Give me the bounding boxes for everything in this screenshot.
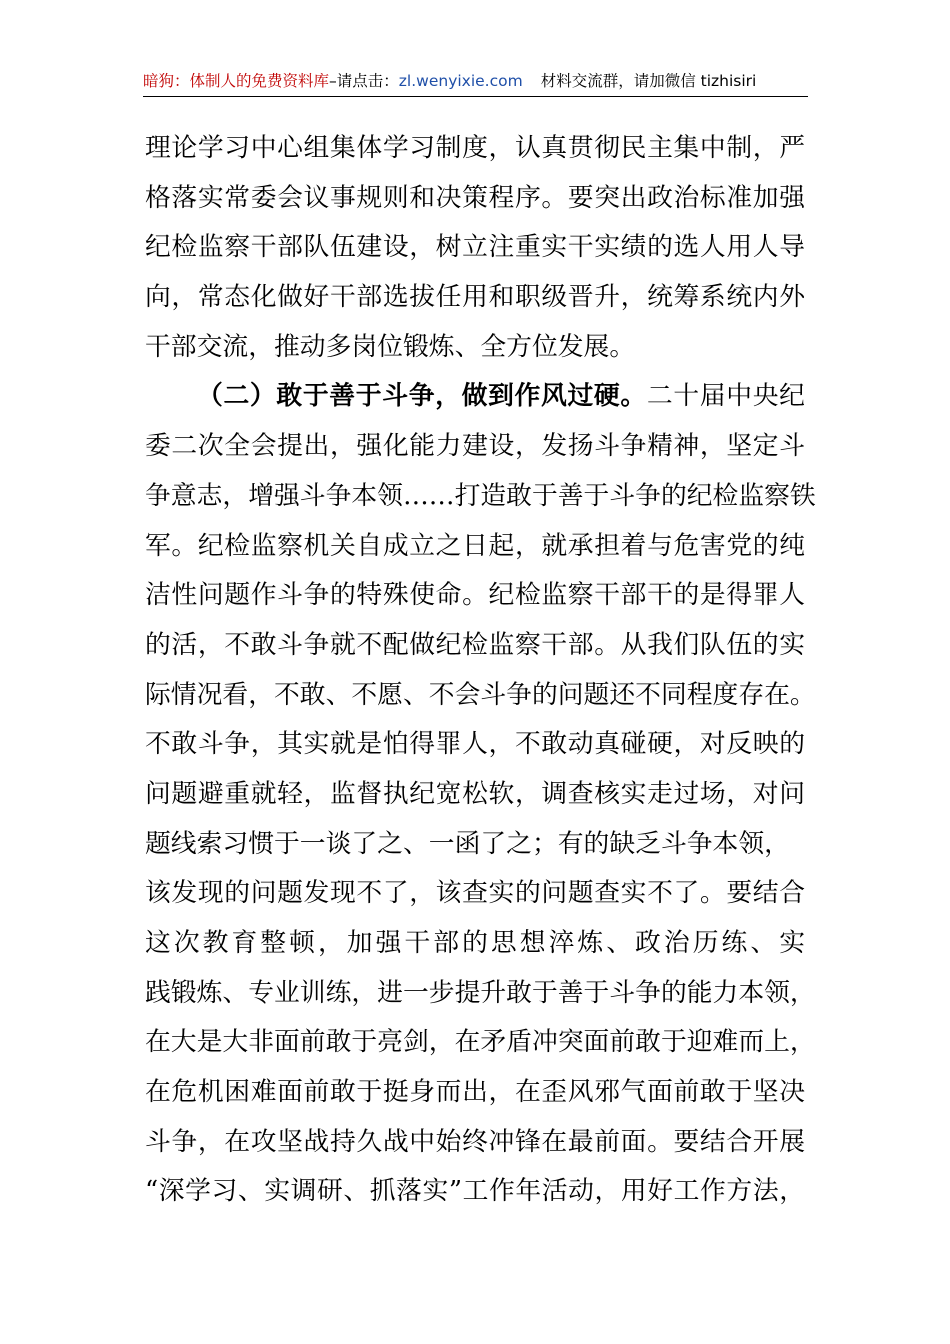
section-heading-line: [145, 372, 805, 422]
text-line: 的活，不敢斗争就不配做纪检监察干部。从我们队伍的实: [145, 629, 805, 660]
text-line: 格落实常委会议事规则和决策程序。要突出政治标准加强: [145, 182, 805, 213]
text-line: 向，常态化做好干部选拔任用和职级晋升，统筹系统内外: [145, 282, 805, 313]
text-line: 不敢斗争，其实就是怕得罪人，不敢动真碰硬，对反映的: [145, 729, 805, 760]
document-body: [145, 124, 816, 1217]
header-group-note: 材料交流群，请加微信 tizhisiri: [540, 72, 757, 90]
text-line: 在危机困难面前敢于挺身而出，在歪风邪气面前敢于坚决: [145, 1077, 805, 1108]
text-line: 理论学习中心组集体学习制度，认真贯彻民主集中制，严: [145, 133, 805, 163]
text-line: 题线索习惯于一谈了之、一函了之；有的缺乏斗争本领，: [145, 828, 790, 859]
section-heading-continuation: 二十届中央纪: [646, 381, 805, 412]
page-header: [143, 66, 808, 97]
header-click-prompt: –请点击：: [329, 72, 399, 90]
text-line: 洁性问题作斗争的特殊使命。纪检监察干部干的是得罪人: [145, 580, 805, 611]
text-line: 该发现的问题发现不了，该查实的问题查实不了。要结合: [145, 878, 805, 909]
text-line: 际情况看，不敢、不愿、不会斗争的问题还不同程度存在。: [145, 679, 816, 710]
text-line: 斗争，在攻坚战持久战中始终冲锋在最前面。要结合开展: [145, 1126, 805, 1157]
text-line: “深学习、实调研、抓落实”工作年活动，用好工作方法，: [145, 1176, 805, 1207]
text-line: 这次教育整顿，加强干部的思想淬炼、政治历练、实: [145, 928, 805, 958]
section-heading: （二）敢于善于斗争，做到作风过硬。: [197, 381, 647, 412]
header-url-link[interactable]: zl.wenyixie.com: [398, 72, 523, 90]
text-line: 争意志，增强斗争本领……打造敢于善于斗争的纪检监察铁: [145, 480, 816, 511]
text-line: 委二次全会提出，强化能力建设，发扬斗争精神，坚定斗: [145, 431, 805, 462]
text-line: 干部交流，推动多岗位锻炼、全方位发展。: [145, 331, 636, 362]
text-line: 纪检监察干部队伍建设，树立注重实干实绩的选人用人导: [145, 232, 805, 263]
text-line: 问题避重就轻，监督执纪宽松软，调查核实走过场，对问: [145, 778, 805, 809]
header-site-name: 暗狗：体制人的免费资料库: [143, 72, 330, 90]
text-line: 践锻炼、专业训练，进一步提升敢于善于斗争的能力本领，: [145, 977, 816, 1008]
text-line: 军。纪检监察机关自成立之日起，就承担着与危害党的纯: [145, 530, 805, 561]
text-line: 在大是大非面前敢于亮剑，在矛盾冲突面前敢于迎难而上，: [145, 1027, 816, 1058]
